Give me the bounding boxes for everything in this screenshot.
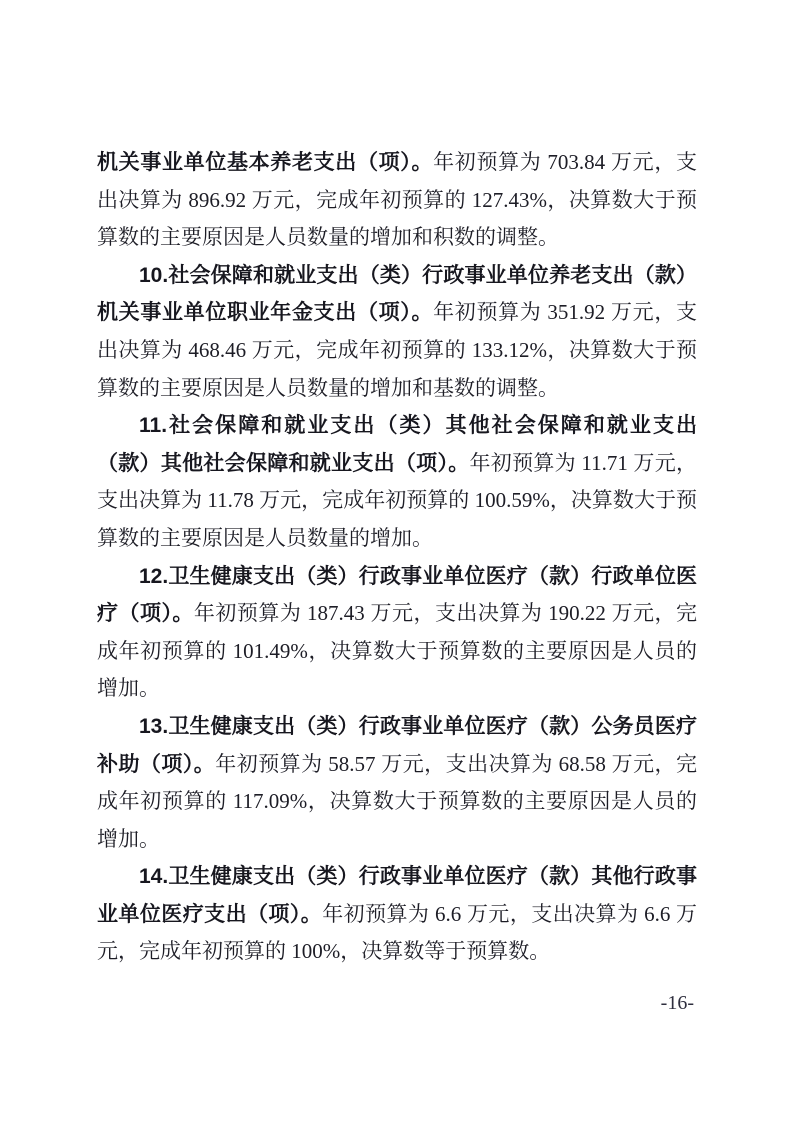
paragraph-heading: 13.卫生健康支出（类）行政事业单位医疗（款）公务员医疗补助（项）。 [97, 714, 697, 776]
paragraph-body-text: 年初预算为 58.57 万元，支出决算为 68.58 万元，完成年初预算的 117.09%，决算数大于预算数的主要原因是人员的增加。 [97, 751, 698, 851]
paragraph-body-text: 年初预算为 11.71 万元，支出决算为 11.78 万元，完成年初预算的 100.59%，决算数大于预算数的主要原因是人员数量的增加。 [97, 450, 697, 550]
paragraph-body-text: 年初预算为 187.43 万元，支出决算为 190.22 万元，完成年初预算的 101.49%，决算数大于预算数的主要原因是人员的增加。 [97, 601, 698, 701]
paragraph [97, 708, 697, 858]
paragraph-body-text: 年初预算为 351.92 万元，支出决算为 468.46 万元，完成年初预算的 133.12%，决算数大于预算数的主要原因是人员数量的增加和基数的调整。 [97, 300, 698, 400]
paragraph [97, 257, 697, 407]
paragraph [97, 407, 697, 557]
paragraph [97, 558, 697, 708]
paragraph-heading: 12.卫生健康支出（类）行政事业单位医疗（款）行政单位医疗（项）。 [97, 564, 697, 626]
page-number: -16- [660, 992, 694, 1014]
paragraph [97, 144, 697, 257]
paragraph [97, 858, 697, 971]
paragraph-heading: 10.社会保障和就业支出（类）行政事业单位养老支出（款）机关事业单位职业年金支出（项）。 [97, 263, 697, 325]
paragraph-body-text: 年初预算为 703.84 万元，支出决算为 896.92 万元，完成年初预算的 127.43%，决算数大于预算数的主要原因是人员数量的增加和积数的调整。 [97, 150, 698, 250]
paragraph-body-text: 年初预算为 6.6 万元，支出决算为 6.6 万元，完成年初预算的 100%，决算数等于预算数。 [97, 901, 698, 964]
paragraph-heading: 11.社会保障和就业支出（类）其他社会保障和就业支出（款）其他社会保障和就业支出（项）。 [97, 414, 697, 475]
paragraph-heading: 机关事业单位基本养老支出（项）。 [97, 151, 434, 174]
document-body [97, 144, 697, 971]
paragraph-heading: 14.卫生健康支出（类）行政事业单位医疗（款）其他行政事业单位医疗支出（项）。 [97, 865, 697, 926]
